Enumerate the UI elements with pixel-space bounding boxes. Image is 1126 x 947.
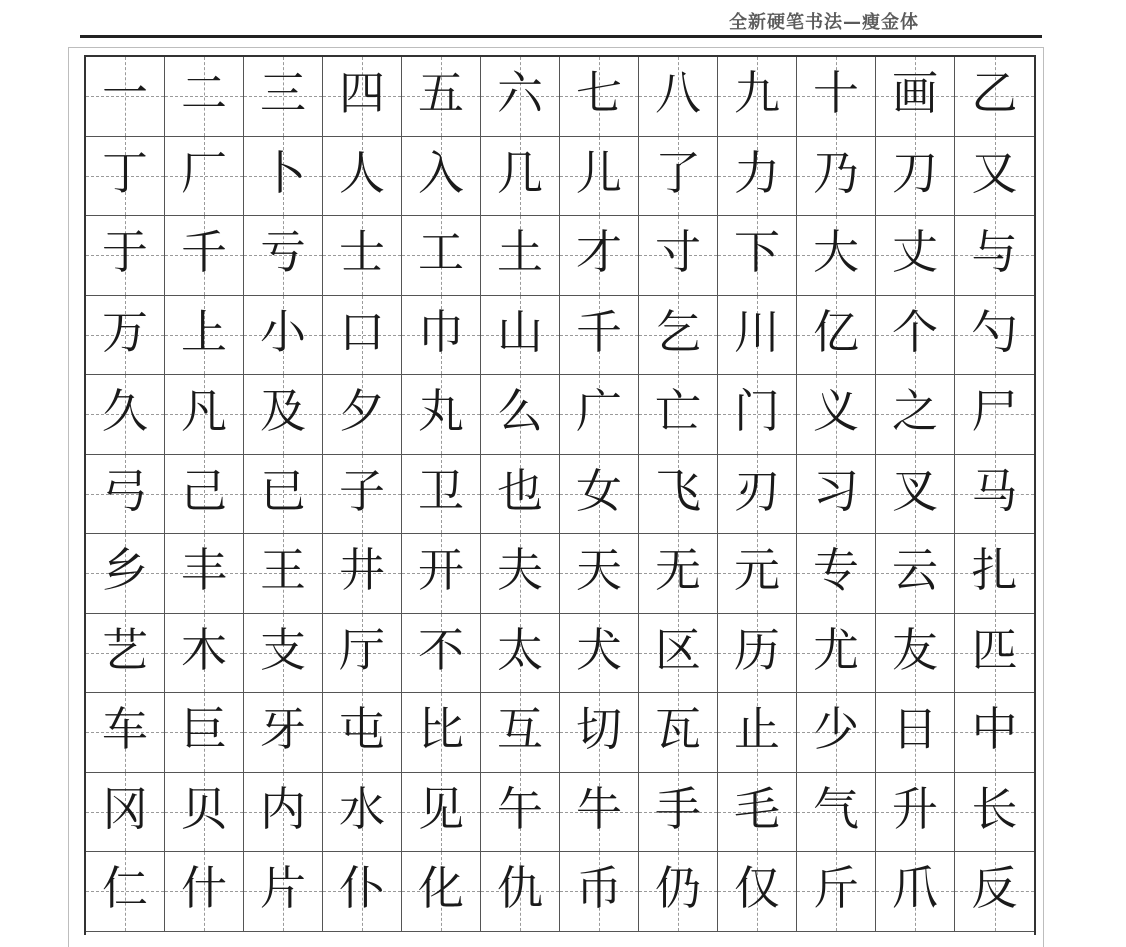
practice-character: 内 [260,781,306,836]
grid-cell [955,57,1034,137]
grid-cell [560,296,639,376]
grid-cell [560,137,639,217]
practice-character: 么 [497,384,543,439]
grid-cell [560,693,639,773]
grid-cell [86,773,165,853]
practice-character: 川 [734,304,780,359]
practice-character: 才 [576,225,622,280]
grid-cell [876,852,955,932]
grid-cell [797,773,876,853]
grid-cell [639,296,718,376]
grid-cell [165,693,244,773]
practice-character: 友 [892,622,938,677]
grid-cell [323,375,402,455]
grid-cell [86,614,165,694]
grid-cell [797,296,876,376]
grid-cell [323,455,402,535]
practice-character: 乡 [102,543,148,598]
grid-cell [165,137,244,217]
grid-cell [560,455,639,535]
grid-cell [165,852,244,932]
practice-character: 子 [339,463,385,518]
practice-character: 仁 [102,861,148,916]
grid-cell [323,773,402,853]
practice-character: 仇 [497,861,543,916]
practice-character: 乞 [655,304,701,359]
practice-character: 三 [260,66,306,121]
practice-character: 千 [576,304,622,359]
practice-character: 人 [339,145,385,200]
grid-cell [323,137,402,217]
practice-character: 刀 [892,145,938,200]
grid-cell [402,137,481,217]
practice-character: 长 [971,781,1018,836]
grid-cell [402,375,481,455]
practice-character: 云 [892,543,938,598]
grid-cell [876,534,955,614]
practice-character: 什 [181,861,227,916]
page-title: 全新硬笔书法—瘦金体 [729,12,919,33]
grid-cell [402,534,481,614]
grid-cell [402,216,481,296]
grid-cell [560,57,639,137]
grid-cell [718,455,797,535]
grid-cell [165,375,244,455]
grid-cell [876,614,955,694]
grid-cell [639,693,718,773]
grid-cell [718,693,797,773]
grid-cell [165,455,244,535]
practice-character: 个 [892,304,938,359]
practice-character: 几 [497,145,543,200]
practice-character: 乙 [971,66,1018,121]
grid-cell [86,693,165,773]
practice-character: 手 [655,781,701,836]
grid-cell [323,296,402,376]
grid-cell [86,534,165,614]
practice-character: 王 [260,543,306,598]
grid-cell [323,534,402,614]
practice-character: 及 [260,384,306,439]
practice-character: 夕 [339,384,385,439]
practice-character: 上 [181,304,227,359]
practice-character: 开 [418,543,464,598]
grid-cell [481,614,560,694]
practice-character: 亡 [655,384,701,439]
practice-character: 历 [734,622,780,677]
practice-character: 气 [813,781,859,836]
grid-cell [323,216,402,296]
grid-cell [402,296,481,376]
practice-character: 门 [734,384,780,439]
grid-cell [639,614,718,694]
grid-cell [244,534,323,614]
practice-character: 贝 [181,781,227,836]
grid-cell [955,375,1034,455]
practice-character: 少 [813,702,859,757]
grid-cell [481,852,560,932]
grid-cell [402,455,481,535]
practice-character: 六 [497,66,543,121]
practice-character: 下 [734,225,780,280]
practice-character: 工 [418,225,464,280]
grid-cell [639,137,718,217]
grid-cell [86,137,165,217]
practice-character: 二 [181,66,227,121]
grid-cell [244,773,323,853]
practice-character: 井 [339,543,385,598]
practice-character: 五 [418,66,464,121]
grid-cell [955,137,1034,217]
practice-character: 匹 [971,622,1018,677]
grid-cell [955,614,1034,694]
practice-character: 斤 [813,861,859,916]
grid-cell [402,57,481,137]
grid-cell [86,455,165,535]
practice-character: 不 [418,622,464,677]
grid-cell [718,296,797,376]
grid-cell [718,137,797,217]
practice-character: 巾 [418,304,464,359]
practice-character: 七 [576,66,622,121]
grid-cell [639,57,718,137]
practice-character: 士 [339,225,385,280]
grid-cell [244,614,323,694]
practice-character: 午 [497,781,543,836]
practice-character: 又 [971,145,1018,200]
grid-cell [481,137,560,217]
practice-character: 天 [576,543,622,598]
practice-character: 水 [339,781,385,836]
practice-character: 比 [418,702,464,757]
practice-character: 牙 [260,702,306,757]
grid-cell [481,296,560,376]
practice-character: 丁 [102,145,148,200]
practice-character: 千 [181,225,227,280]
practice-character: 太 [497,622,543,677]
grid-cell [86,296,165,376]
grid-cell [718,614,797,694]
practice-character: 犬 [576,622,622,677]
practice-character: 勺 [971,304,1018,359]
grid-cell [718,534,797,614]
practice-character: 艺 [102,622,148,677]
practice-grid [84,55,1036,935]
grid-cell [718,852,797,932]
practice-character: 牛 [576,781,622,836]
practice-character: 凡 [181,384,227,439]
practice-character: 尸 [971,384,1018,439]
grid-cell [86,57,165,137]
practice-character: 屯 [339,702,385,757]
practice-character: 专 [813,543,859,598]
practice-character: 四 [339,66,385,121]
practice-character: 厅 [339,622,385,677]
practice-character: 广 [576,384,622,439]
practice-character: 升 [892,781,938,836]
practice-character: 弓 [102,463,148,518]
practice-character: 中 [971,702,1018,757]
practice-character: 力 [734,145,780,200]
grid-cell [86,216,165,296]
grid-cell [955,852,1034,932]
grid-cell [481,57,560,137]
grid-cell [876,216,955,296]
grid-cell [481,693,560,773]
grid-cell [165,614,244,694]
grid-cell [639,852,718,932]
grid-cell [244,296,323,376]
grid-cell [876,137,955,217]
practice-character: 于 [102,225,148,280]
grid-cell [560,773,639,853]
grid-cell [718,57,797,137]
practice-character: 了 [655,145,701,200]
practice-character: 与 [971,225,1018,280]
grid-cell [165,534,244,614]
practice-character: 反 [971,861,1018,916]
practice-character: 无 [655,543,701,598]
practice-character: 尤 [813,622,859,677]
practice-character: 车 [102,702,148,757]
grid-cell [797,216,876,296]
practice-character: 夫 [497,543,543,598]
grid-cell [876,296,955,376]
practice-character: 九 [734,66,780,121]
practice-character: 仅 [734,861,780,916]
practice-character: 丈 [892,225,938,280]
practice-character: 见 [418,781,464,836]
practice-character: 扎 [971,543,1018,598]
practice-character: 互 [497,702,543,757]
grid-cell [955,455,1034,535]
practice-character: 义 [813,384,859,439]
grid-cell [86,375,165,455]
grid-cell [323,852,402,932]
practice-character: 日 [892,702,938,757]
practice-character: 入 [418,145,464,200]
grid-cell [639,375,718,455]
grid-cell [402,693,481,773]
header-divider [80,35,1042,38]
practice-character: 切 [576,702,622,757]
practice-character: 卫 [418,463,464,518]
practice-character: 儿 [576,145,622,200]
grid-cell [955,296,1034,376]
practice-character: 寸 [655,225,701,280]
practice-character: 山 [497,304,543,359]
practice-character: 化 [418,861,464,916]
grid-cell [718,773,797,853]
grid-cell [165,57,244,137]
practice-character: 木 [181,622,227,677]
grid-cell [323,693,402,773]
practice-character: 毛 [734,781,780,836]
practice-character: 仆 [339,861,385,916]
grid-cell [797,57,876,137]
grid-cell [560,852,639,932]
practice-character: 冈 [102,781,148,836]
grid-cell [797,455,876,535]
grid-cell [876,57,955,137]
practice-character: 亏 [260,225,306,280]
practice-character: 八 [655,66,701,121]
grid-cell [560,534,639,614]
practice-character: 瓦 [655,702,701,757]
grid-cell [86,852,165,932]
practice-character: 乃 [813,145,859,200]
grid-cell [402,852,481,932]
grid-cell [797,614,876,694]
practice-character: 也 [497,463,543,518]
practice-character: 亿 [813,304,859,359]
grid-cell [639,455,718,535]
practice-character: 马 [971,463,1018,518]
grid-cell [244,455,323,535]
grid-cell [639,216,718,296]
practice-character: 止 [734,702,780,757]
grid-cell [244,57,323,137]
grid-cell [718,375,797,455]
grid-cell [560,216,639,296]
practice-character: 元 [734,543,780,598]
practice-character: 已 [260,463,306,518]
practice-character: 巨 [181,702,227,757]
practice-character: 仍 [655,861,701,916]
practice-character: 片 [260,861,306,916]
grid-cell [797,375,876,455]
practice-character: 十 [813,66,859,121]
practice-character: 支 [260,622,306,677]
practice-character: 习 [813,463,859,518]
practice-character: 叉 [892,463,938,518]
grid-cell [481,534,560,614]
grid-cell [718,216,797,296]
practice-character: 卜 [260,145,306,200]
practice-character: 小 [260,304,306,359]
practice-character: 万 [102,304,148,359]
practice-character: 币 [576,861,622,916]
grid-cell [323,57,402,137]
grid-cell [165,216,244,296]
practice-character: 一 [102,66,148,121]
grid-cell [955,534,1034,614]
practice-character: 飞 [655,463,701,518]
practice-character: 厂 [181,145,227,200]
grid-cell [560,375,639,455]
grid-cell [560,614,639,694]
grid-cell [876,693,955,773]
grid-cell [402,773,481,853]
grid-cell [876,773,955,853]
practice-character: 之 [892,384,938,439]
grid-cell [481,773,560,853]
grid-cell [876,455,955,535]
practice-character: 区 [655,622,701,677]
grid-cell [639,534,718,614]
grid-cell [797,852,876,932]
grid-cell [481,455,560,535]
grid-cell [323,614,402,694]
grid-cell [244,137,323,217]
practice-character: 女 [576,463,622,518]
grid-cell [244,693,323,773]
grid-cell [165,296,244,376]
grid-cell [481,375,560,455]
grid-cell [244,216,323,296]
grid-cell [955,773,1034,853]
grid-cell [797,693,876,773]
practice-character: 大 [813,225,859,280]
practice-character: 口 [339,304,385,359]
practice-character: 己 [181,463,227,518]
practice-character: 画 [892,66,938,121]
practice-character: 丰 [181,543,227,598]
grid-cell [481,216,560,296]
practice-character: 土 [497,225,543,280]
practice-character: 刃 [734,463,780,518]
practice-character: 丸 [418,384,464,439]
practice-character: 爪 [892,861,938,916]
grid-cell [244,375,323,455]
grid-cell [955,693,1034,773]
grid-cell [797,137,876,217]
grid-cell [639,773,718,853]
grid-cell [876,375,955,455]
grid-cell [165,773,244,853]
practice-character: 久 [102,384,148,439]
grid-cell [797,534,876,614]
grid-cell [244,852,323,932]
grid-cell [402,614,481,694]
grid-cell [955,216,1034,296]
